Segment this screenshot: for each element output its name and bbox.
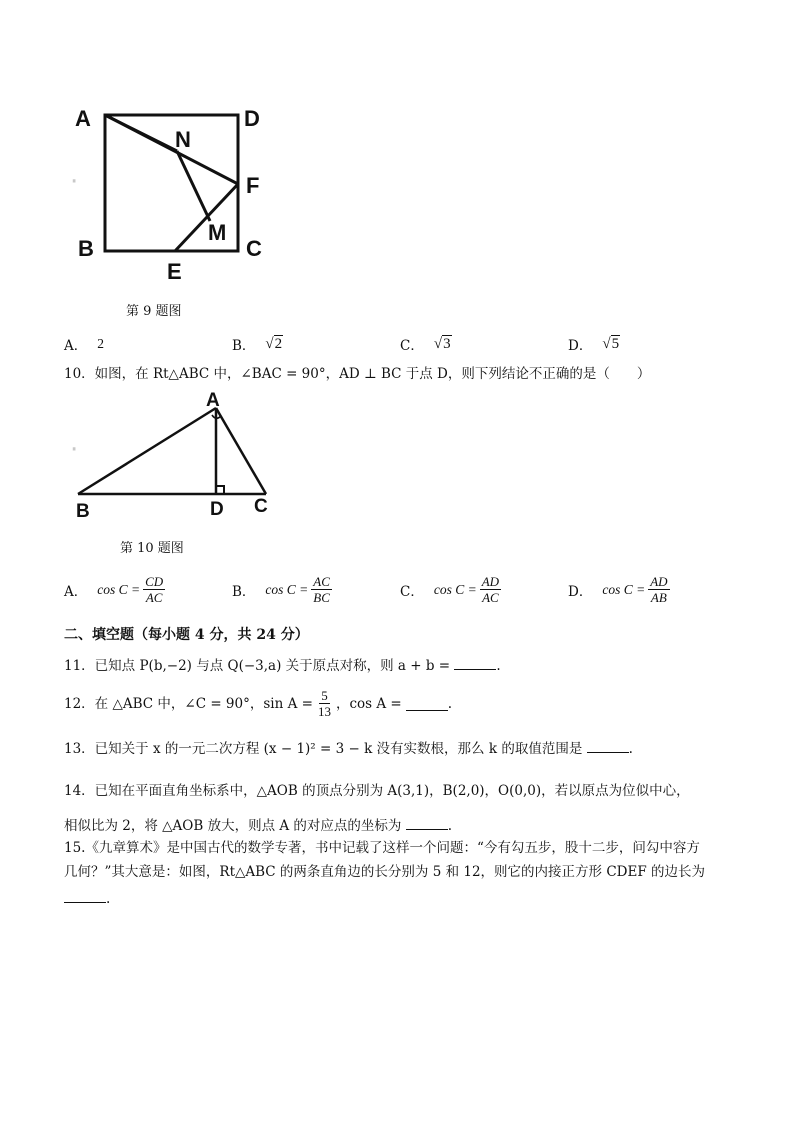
fraction [648,574,669,605]
question-14-line-1: 14．已知在平面直角坐标系中，△AOB 的顶点分别为 A(3,1)，B(2,0)，O(0,0)，若以原点为位似中心， [64,783,690,799]
figure-9 [70,95,290,290]
segment-ac [216,408,266,494]
figure-10-caption: 第 10 题图 [120,541,184,556]
period: . [106,891,111,907]
q9-option-a [64,334,104,354]
label-c: C [246,236,262,261]
figure-10 [70,388,290,523]
label-a: A [206,390,220,411]
question-13 [64,738,633,759]
denominator: AC [482,590,499,605]
option-letter: A． [64,583,88,600]
label-c: C [254,496,268,517]
numerator: CD [145,574,164,589]
option-value: 2 [97,336,104,351]
label-d: D [244,106,260,131]
sqrt-expression: √3 [433,335,451,352]
question-14-line-2 [64,815,452,836]
section-2-heading: 二、填空题（每小题 4 分，共 24 分） [64,627,309,643]
q9-option-b [232,334,283,354]
option-letter: B． [232,583,256,600]
question-12 [64,688,452,719]
option-letter: D． [568,338,593,354]
question-11 [64,655,501,676]
label-n: N [175,127,191,152]
q10-option-a [64,574,168,605]
q10-option-c [400,574,504,605]
answer-blank[interactable] [587,738,629,753]
numerator: AD [650,574,668,589]
question-15-line-3 [64,888,110,909]
answer-blank[interactable] [64,888,106,903]
option-prefix: cos C = [97,581,141,597]
answer-blank[interactable] [406,696,448,711]
radicand: 3 [443,335,451,352]
fraction [143,574,165,605]
q9-option-c [400,334,452,354]
option-letter: B． [232,338,256,354]
period: . [496,658,501,674]
option-letter: C． [400,338,424,354]
radicand: 2 [274,335,283,352]
figure-10-bleedthrough: · [70,435,79,465]
q10-option-d [568,574,673,605]
q9-option-d [568,334,620,354]
denominator: AC [145,590,163,605]
question-10-text: 10．如图，在 Rt△ABC 中，∠BAC = 90°，AD ⊥ BC 于点 D，则下列结论不正确的是（ ） [64,366,651,382]
numerator: AC [313,574,330,589]
option-prefix: cos C = [265,581,309,597]
numerator: 5 [321,688,328,703]
question-14-text: 相似比为 2，将 △AOB 放大，则点 A 的对应点的坐标为 [64,818,402,834]
label-e: E [167,259,182,284]
option-prefix: cos C = [602,581,646,597]
label-f: F [246,173,260,198]
denominator: AB [650,590,667,605]
question-12-text: 12．在 △ABC 中，∠C = 90°，sin A = [64,695,313,712]
period: . [447,818,453,834]
segment-an [105,115,177,151]
period: . [628,741,633,757]
fraction [311,574,332,605]
period: . [447,695,453,712]
option-letter: A． [64,338,88,354]
denominator: 13 [317,704,331,719]
radicand: 5 [611,335,620,352]
label-m: M [208,220,227,245]
option-letter: D． [568,583,593,600]
figure-9-caption: 第 9 题图 [126,304,182,319]
denominator: BC [313,590,330,605]
question-15-line-2: 几何？”其大意是：如图，Rt△ABC 的两条直角边的长分别为 5 和 12，则它的内接正方形 CDEF 的边长为 [64,864,706,880]
label-a: A [75,106,91,131]
segment-ba [78,408,216,494]
label-d: D [210,499,224,520]
sqrt-expression: √5 [602,335,620,352]
question-12-text-2: ，cos A = [335,695,402,712]
option-letter: C． [400,583,424,600]
numerator: AD [481,574,500,589]
fraction [480,574,501,605]
question-11-text: 11．已知点 P(b,−2) 与点 Q(−3,a) 关于原点对称，则 a + b = [64,658,451,674]
segment-ef [175,184,238,251]
figure-9-bleedthrough-left: · [70,167,79,197]
fraction [316,688,333,719]
question-15-line-1: 15.《九章算术》是中国古代的数学专著，书中记载了这样一个问题：“今有勾五步，股十二步，问勾中容方 [64,840,700,856]
answer-blank[interactable] [454,655,496,670]
sqrt-expression: √2 [265,335,283,352]
label-b: B [76,501,90,522]
q10-option-b [232,574,335,605]
question-13-text: 13．已知关于 x 的一元二次方程 (x − 1)² = 3 − k 没有实数根，那么 k 的取值范围是 [64,741,583,757]
option-prefix: cos C = [433,581,477,597]
label-b: B [78,236,94,261]
answer-blank[interactable] [406,815,448,830]
